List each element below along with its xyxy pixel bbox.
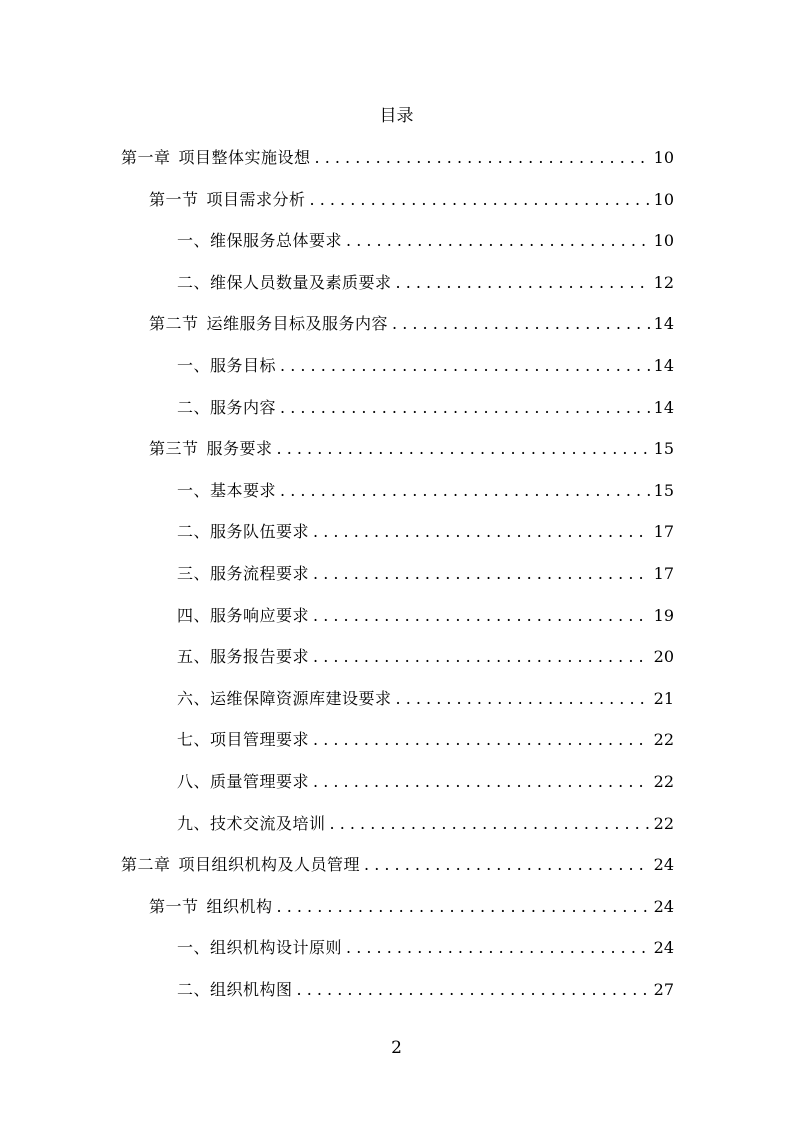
toc-entry-page: 15 [653, 480, 674, 500]
toc-entry-text: 三、服务流程要求 [177, 564, 310, 583]
toc-entry-label [177, 228, 342, 254]
toc-entry-text: 四、服务响应要求 [177, 605, 310, 625]
toc-dot-leader [313, 769, 650, 795]
toc-entry[interactable] [177, 811, 674, 837]
toc-entry-text: 八、质量管理要求 [177, 772, 310, 791]
toc-entry-text: 服务要求 [206, 439, 273, 459]
toc-entry-page: 15 [653, 439, 674, 459]
toc-dot-leader [280, 395, 650, 421]
toc-entry-text: 九、技术交流及培训 [177, 813, 326, 833]
toc-entry-label [177, 811, 326, 837]
page-number: 2 [391, 1038, 402, 1058]
toc-entry-page: 17 [653, 564, 674, 583]
toc-dot-leader [313, 603, 650, 629]
toc-entry-label [177, 769, 309, 795]
toc-entry-page: 10 [653, 231, 674, 251]
toc-entry-label [177, 935, 342, 961]
toc-entry-label [177, 561, 309, 587]
toc-entry-prefix: 第一节 [149, 189, 199, 209]
toc-entry[interactable] [121, 145, 674, 171]
toc-entry[interactable] [177, 228, 674, 254]
toc-entry[interactable] [177, 686, 674, 712]
toc-entry[interactable] [177, 769, 674, 795]
toc-entry-label [121, 852, 360, 878]
toc-entry[interactable] [149, 187, 674, 213]
toc-entry-text: 一、服务目标 [177, 356, 277, 375]
toc-dot-leader [346, 935, 650, 961]
toc-dot-leader [313, 519, 650, 545]
toc-entry-text: 二、服务队伍要求 [177, 522, 310, 542]
toc-entry-text: 一、维保服务总体要求 [177, 231, 343, 251]
toc-entry-text: 组织机构 [206, 896, 273, 916]
toc-dot-leader [364, 852, 650, 878]
toc-entry[interactable] [177, 478, 674, 504]
toc-entry-label [149, 187, 306, 213]
toc-dot-leader [313, 561, 650, 587]
toc-entry-label [177, 977, 293, 1003]
toc-entry[interactable] [177, 353, 674, 379]
toc-entry-prefix: 第三节 [149, 439, 199, 459]
toc-dot-leader [310, 187, 650, 213]
toc-entry[interactable] [149, 311, 674, 337]
toc-entry[interactable] [177, 395, 674, 421]
toc-entry[interactable] [177, 603, 674, 629]
toc-entry-page: 14 [653, 397, 674, 417]
toc-entry-text: 二、服务内容 [177, 397, 277, 417]
toc-entry-page: 19 [653, 605, 674, 625]
toc-entry-label [177, 727, 309, 753]
toc-dot-leader [297, 977, 650, 1003]
toc-entry-label [177, 644, 309, 670]
toc-entry[interactable] [177, 519, 674, 545]
toc-entry-text: 五、服务报告要求 [177, 647, 310, 667]
toc-dot-leader [277, 894, 650, 920]
toc-entry-page: 21 [653, 688, 674, 708]
toc-entry-text: 一、组织机构设计原则 [177, 938, 343, 958]
toc-entry-text: 二、组织机构图 [177, 980, 293, 999]
toc-entry-text: 项目需求分析 [206, 189, 306, 209]
toc-entry-label [149, 894, 273, 920]
toc-entry-label [177, 519, 309, 545]
toc-entry-text: 六、运维保障资源库建设要求 [177, 688, 392, 708]
toc-dot-leader [396, 270, 650, 296]
toc-dot-leader [396, 686, 650, 712]
toc-entry-prefix: 第二章 [121, 855, 171, 875]
toc-entry-page: 14 [653, 314, 674, 334]
toc-entry[interactable] [177, 644, 674, 670]
toc-dot-leader [277, 436, 650, 462]
toc-entry[interactable] [121, 852, 674, 878]
toc-entry-label [177, 603, 309, 629]
toc-entry-page: 22 [653, 730, 674, 750]
toc-entry-page: 22 [653, 772, 674, 791]
toc-dot-leader [330, 811, 650, 837]
toc-entry-page: 24 [653, 855, 674, 875]
toc-entry-page: 10 [653, 189, 674, 209]
toc-entry[interactable] [149, 436, 674, 462]
toc-entry[interactable] [177, 727, 674, 753]
toc-dot-leader [313, 727, 650, 753]
toc-entry-label [121, 145, 311, 171]
toc-dot-leader [346, 228, 650, 254]
toc-dot-leader [280, 478, 650, 504]
toc-entry-page: 24 [653, 896, 674, 916]
toc-entry-text: 运维服务目标及服务内容 [206, 314, 389, 334]
toc-dot-leader [313, 644, 650, 670]
toc-entry-label [177, 686, 392, 712]
toc-entry-page: 24 [653, 938, 674, 958]
toc-entry-prefix: 第二节 [149, 314, 199, 334]
toc-entry-label [177, 395, 276, 421]
toc-entry-page: 10 [653, 148, 674, 167]
toc-entry[interactable] [177, 977, 674, 1003]
toc-entry-text: 七、项目管理要求 [177, 730, 310, 750]
toc-entry-prefix: 第一章 [121, 148, 171, 167]
toc-entry-label [149, 311, 388, 337]
toc-entry-text: 项目组织机构及人员管理 [178, 855, 361, 875]
toc-entry-label [177, 270, 392, 296]
toc-entry-page: 27 [653, 980, 674, 999]
toc-entry-label [149, 436, 273, 462]
toc-entry-page: 14 [653, 356, 674, 375]
toc-entry-text: 项目整体实施设想 [178, 148, 311, 167]
toc-dot-leader [315, 145, 650, 171]
toc-entry-page: 17 [653, 522, 674, 542]
toc-entry-text: 一、基本要求 [177, 480, 277, 500]
toc-entry-text: 二、维保人员数量及素质要求 [177, 272, 392, 292]
toc-entry-page: 12 [653, 272, 674, 292]
toc-entry-page: 20 [653, 647, 674, 667]
toc-entry-page: 22 [653, 813, 674, 833]
toc-entry[interactable] [177, 270, 674, 296]
toc-entry[interactable] [149, 894, 674, 920]
toc-entry[interactable] [177, 935, 674, 961]
toc-title: 目录 [379, 106, 414, 126]
toc-dot-leader [280, 353, 650, 379]
toc-entry-label [177, 353, 276, 379]
toc-dot-leader [392, 311, 650, 337]
toc-entry[interactable] [177, 561, 674, 587]
toc-entry-prefix: 第一节 [149, 896, 199, 916]
toc-entry-label [177, 478, 276, 504]
